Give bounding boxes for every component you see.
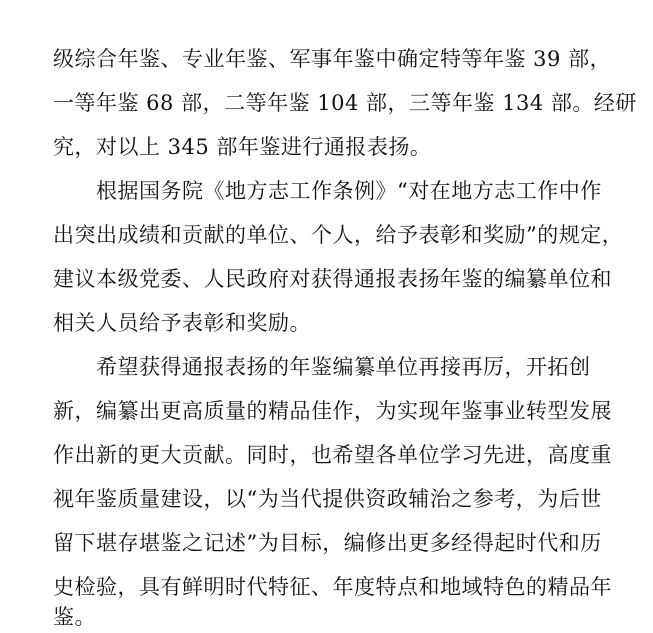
- text-line: 新，编纂出更高质量的精品佳作，为实现年鉴事业转型发展: [53, 399, 612, 423]
- text-line: 建议本级党委、人民政府对获得通报表扬年鉴的编纂单位和: [53, 267, 612, 291]
- text-line: 视年鉴质量建设，以“为当代提供资政辅治之参考，为后世: [53, 487, 602, 511]
- text-line: 史检验，具有鲜明时代特征、年度特点和地域特色的精品年: [53, 575, 612, 599]
- text-line: 留下堪存堪鉴之记述”为目标，编修出更多经得起时代和历: [53, 531, 602, 555]
- text-line: 鉴。: [53, 605, 96, 629]
- text-line: 一等年鉴 68 部，二等年鉴 104 部，三等年鉴 134 部。经研: [53, 91, 637, 115]
- text-line: 级综合年鉴、专业年鉴、军事年鉴中确定特等年鉴 39 部，: [53, 47, 612, 71]
- text-line: 出突出成绩和贡献的单位、个人，给予表彰和奖励”的规定，: [53, 223, 624, 247]
- text-line: 相关人员给予表彰和奖励。: [53, 311, 311, 335]
- text-line: 作出新的更大贡献。同时，也希望各单位学习先进，高度重: [53, 443, 612, 467]
- text-line: 根据国务院《地方志工作条例》“对在地方志工作中作: [96, 179, 602, 203]
- text-line: 希望获得通报表扬的年鉴编纂单位再接再厉，开拓创: [96, 355, 591, 379]
- text-line: 究，对以上 345 部年鉴进行通报表扬。: [53, 135, 432, 159]
